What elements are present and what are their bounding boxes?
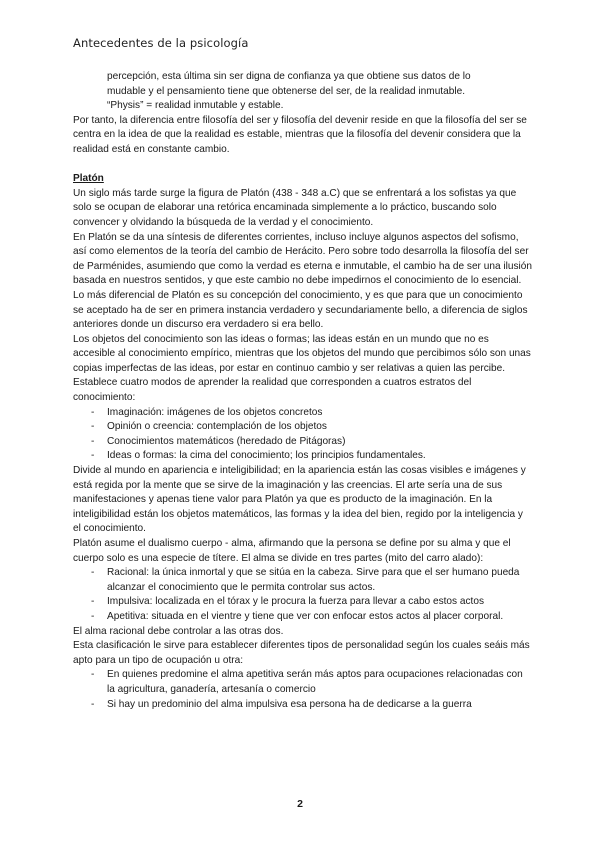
intro-paragraph: Por tanto, la diferencia entre filosofía del ser y filosofía del devenir reside en que la filosofía del ser se centra en la idea de que la realidad es estable, mientras que la filosofía del devenir considera que la realidad está en constante cambio.: [73, 114, 527, 155]
continued-line: percepción, esta última sin ser digna de confianza ya que obtiene sus datos de lo: [107, 71, 471, 82]
list-item: - Impulsiva: localizada en el tórax y le procura la fuerza para llevar a cabo estos actos: [73, 595, 533, 610]
list-item: - En quienes predomine el alma apetitiva serán más aptos para ocupaciones relacionadas con la agricultura, ganadería, artesanía o comercio: [91, 669, 523, 695]
continued-line: mudable y el pensamiento tiene que obtenerse del ser, de la realidad inmutable.: [107, 85, 466, 97]
section-title-platon: Platón: [73, 173, 104, 185]
dash-bullet: -: [91, 669, 95, 681]
knowledge-modes-list: [73, 406, 533, 464]
list-item: - Si hay un predominio del alma impulsiva esa persona ha de dedicarse a la guerra: [73, 698, 533, 713]
paragraph: Un siglo más tarde surge la figura de Platón (438 - 348 a.C) que se enfrentará a los sofistas ya que solo se ocupan de elaborar una retórica encaminada simplemente a lo práctico, buscando solo convencer y olvidando la búsqueda de la verdad y el conocimiento.: [73, 187, 517, 228]
list-item: - Imaginación: imágenes de los objetos concretos: [73, 406, 533, 421]
dash-bullet: -: [91, 596, 95, 608]
dash-bullet: -: [91, 435, 95, 447]
list-item: - Ideas o formas: la cima del conocimiento; los principios fundamentales.: [73, 449, 533, 464]
list-item: - Conocimientos matemáticos (heredado de Pitágoras): [73, 435, 533, 450]
section-spacer: [73, 158, 533, 173]
page-number: 2: [297, 798, 303, 810]
paragraph: Esta clasificación le sirve para establecer diferentes tipos de personalidad según los cuales seáis más apto para un tipo de ocupación u otra:: [73, 640, 530, 666]
paragraph: Establece cuatro modos de aprender la realidad que corresponden a cuatros estratos del conocimiento:: [73, 377, 472, 404]
paragraph: Platón asume el dualismo cuerpo - alma, afirmando que la persona se define por su alma y que el cuerpo solo es una especie de títere. El alma se divide en tres partes (mito del carro alado):: [73, 538, 511, 564]
list-item: - Apetitiva: situada en el vientre y tiene que ver con enfocar estos actos al placer corporal.: [73, 610, 533, 625]
paragraph: El alma racional debe controlar a las otras dos.: [73, 625, 284, 637]
dash-bullet: -: [91, 567, 95, 579]
paragraph: En Platón se da una síntesis de diferentes corrientes, incluso incluye algunos aspectos del sofismo, así como elementos de la teoría del cambio de Herácito. Pero sobre todo desarrolla la filosofía del ser de Parménides, asumiendo que como la verdad es eterna e inmutable, el cambio ha de ser una ilusión basada en nuestros sentidos, y que este cambio no debe impedirnos el conocimiento de lo esencial.: [73, 231, 532, 287]
dash-bullet: -: [91, 421, 95, 433]
dash-bullet: -: [91, 610, 95, 622]
paragraph: Divide al mundo en apariencia e inteligibilidad; en la apariencia están las cosas visibles e imágenes y está regida por la mente que se sirve de la imaginación y las creencias. El arte sería una de sus manifestaciones y apenas tiene valor para Platón ya que es producto de la imaginación. En la inteligibilidad están los objetos matemáticos, las formas y la idea del bien, regido por la inteligencia y el conocimiento.: [73, 465, 526, 535]
dash-bullet: -: [91, 698, 95, 710]
paragraph: Lo más diferencial de Platón es su concepción del conocimiento, y es que para que un conocimiento se aceptado ha de ser en primera instancia verdadero y secundariamente bello, a diferencia de siglos anteriores donde un discurso era verdadero si era bello.: [73, 289, 528, 331]
personality-list: [73, 668, 533, 712]
paragraph: Los objetos del conocimiento son las ideas o formas; las ideas están en un mundo que no es accesible al conocimiento empírico, mientras que los objetos del mundo que percibimos sólo son unas copias imperfectas de las ideas, por estar en continuo cambio y ser relativas a quien las percibe.: [73, 333, 531, 374]
dash-bullet: -: [91, 406, 95, 418]
running-header: Antecedentes de la psicología: [73, 36, 249, 50]
list-item: - Opinión o creencia: contemplación de los objetos: [73, 420, 533, 435]
dash-bullet: -: [91, 450, 95, 462]
list-item: - Racional: la única inmortal y que se sitúa en la cabeza. Sirve para que el ser humano pueda alcanzar el conocimiento que le permita controlar sus actos.: [91, 567, 520, 593]
continued-block: [73, 70, 533, 114]
soul-parts-list: [73, 566, 533, 624]
physis-definition: “Physis” = realidad inmutable y estable.: [107, 100, 284, 112]
page-content: [73, 70, 533, 712]
